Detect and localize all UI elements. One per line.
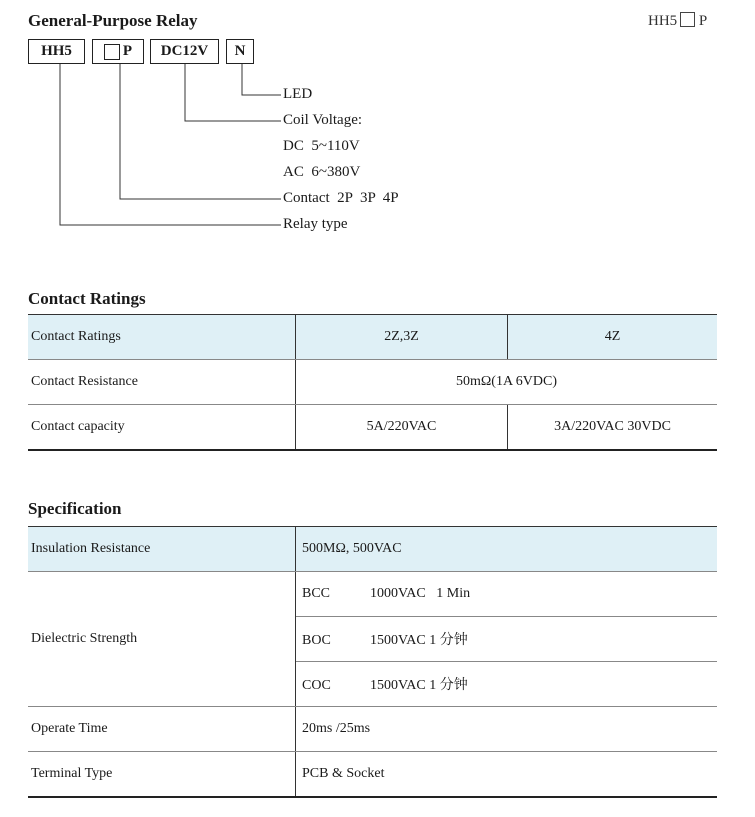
code-led-text: N	[234, 43, 246, 59]
table-row	[28, 527, 717, 572]
table-row	[28, 360, 717, 405]
cell-value: 2Z,3Z	[296, 315, 508, 360]
cell-key: COC	[302, 678, 331, 693]
legend-dc-range: DC 5~110V	[283, 138, 360, 154]
model-prefix: HH5	[648, 13, 678, 29]
contact-ratings-heading: Contact Ratings	[28, 289, 146, 308]
row-label: Contact Ratings	[28, 315, 296, 360]
code-connector-lines	[0, 0, 755, 260]
code-type-text: HH5	[41, 43, 72, 59]
row-label: Insulation Resistance	[28, 527, 296, 572]
legend-relay-type: Relay type	[283, 216, 348, 232]
specification-heading: Specification	[28, 499, 122, 518]
cell-value: 20ms /25ms	[296, 707, 718, 752]
table-row	[28, 707, 717, 752]
row-label: Operate Time	[28, 707, 296, 752]
table-row	[28, 572, 717, 617]
legend-coil-voltage: Coil Voltage:	[283, 112, 363, 128]
table-row	[28, 752, 717, 798]
cell-value: 500MΩ, 500VAC	[296, 527, 718, 572]
legend-ac-range: AC 6~380V	[283, 164, 361, 180]
cell-value	[296, 572, 718, 617]
cell-value	[296, 617, 718, 662]
cell-value: 3A/220VAC 30VDC	[508, 405, 718, 451]
code-contact-text: P	[122, 43, 133, 59]
cell-value: 4Z	[508, 315, 718, 360]
row-label: Dielectric Strength	[28, 572, 296, 707]
specification-table	[28, 526, 717, 798]
cell-value: 5A/220VAC	[296, 405, 508, 451]
table-row	[28, 315, 717, 360]
legend-led: LED	[283, 86, 313, 102]
row-label: Contact capacity	[28, 405, 296, 451]
code-voltage-text: DC12V	[160, 43, 209, 59]
cell-value: PCB & Socket	[296, 752, 718, 798]
legend-contact: Contact 2P 3P 4P	[283, 190, 399, 206]
cell-value	[296, 662, 718, 707]
row-label: Contact Resistance	[28, 360, 296, 405]
cell-value-text: 1500VAC 1 分钟	[370, 678, 468, 693]
page-title: General-Purpose Relay	[28, 11, 198, 30]
cell-value-text: 1000VAC 1 Min	[370, 586, 471, 601]
cell-value-text: 1500VAC 1 分钟	[370, 633, 468, 648]
cell-key: BOC	[302, 633, 331, 648]
model-suffix: P	[698, 13, 708, 29]
contact-ratings-table	[28, 314, 717, 451]
cell-value: 50mΩ(1A 6VDC)	[296, 360, 718, 405]
row-label: Terminal Type	[28, 752, 296, 798]
cell-key: BCC	[302, 586, 331, 601]
table-row	[28, 405, 717, 451]
